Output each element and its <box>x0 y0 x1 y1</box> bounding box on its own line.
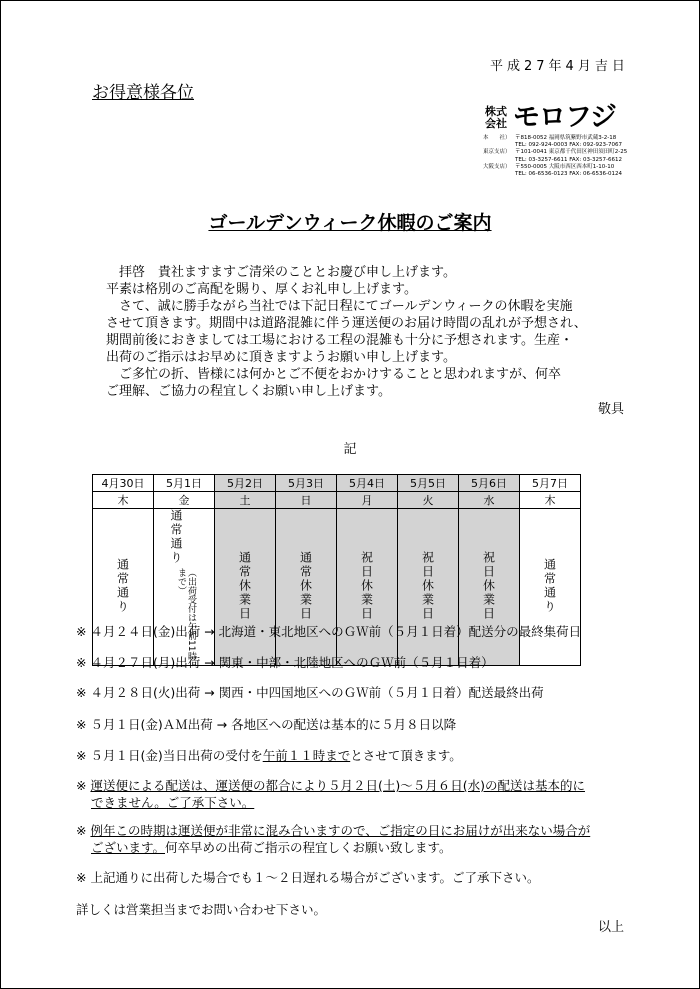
address-tokyo <box>483 149 645 156</box>
notice-title: ゴールデンウィーク休暇のご案内 <box>208 212 492 234</box>
notice-title-wrap <box>0 208 700 235</box>
note-item: ※ ４月２４日(金)出荷 → 北海道・東北地区へのＧＷ前（５月１日着）配送分の最終集荷日 <box>76 624 582 639</box>
note-underlined: 午前１１時まで <box>262 748 351 763</box>
note-underlined: ございます。 <box>91 840 166 855</box>
note-underlined: 例年この時期は運送便が非常に混み合いますので、ご指定の日にお届けが出来ない場合が <box>90 823 591 838</box>
weekday-cell: 日 <box>276 492 337 509</box>
body-line: 出荷のご指示はお早めに頂きますようお願い申し上げます。 <box>106 350 456 365</box>
date-cell: 5月6日 <box>459 475 520 492</box>
company-addresses <box>483 135 645 178</box>
note-item: ※ ５月１日(金)ＡＭ出荷 → 各地区への配送は基本的に５月８日以降 <box>76 717 457 732</box>
company-type-line1: 株式 <box>485 105 507 118</box>
weekday-cell: 火 <box>398 492 459 509</box>
issue-date: 平成27年4月吉日 <box>490 59 629 74</box>
status-cell <box>459 509 520 666</box>
contact-line: 詳しくは営業担当までお問い合わせ下さい。 <box>76 902 327 917</box>
status-cell <box>276 509 337 666</box>
note-item: ※ 上記通りに出荷した場合でも１～２日遅れる場合がございます。ご了承下さい。 <box>76 870 540 885</box>
address-label: 東京支店） <box>483 149 511 156</box>
status-note: （出荷受付は午前11時まで） <box>176 568 196 661</box>
status-cell <box>215 509 276 666</box>
note-item: ※ ４月２８日(火)出荷 → 関西・中四国地区へのＧＷ前（５月１日着）配送最終出荷 <box>76 685 544 700</box>
closing-ijyo: 以上 <box>597 920 624 935</box>
status-cell <box>337 509 398 666</box>
body-line: 平素は格別のご高配を賜り、厚くお礼申し上げます。 <box>106 282 417 297</box>
weekday-cell: 金 <box>154 492 215 509</box>
status-text: 通常通り <box>169 509 183 565</box>
address-tokyo-tel <box>483 157 645 164</box>
address-tel: TEL: 092-924-0003 FAX: 092-923-7067 <box>515 142 622 149</box>
note-mark: ※ <box>76 778 91 793</box>
note-item: ※ ４月２７日(月)出荷 → 関東・中部・北陸地区へのＧＷ前（５月１日着） <box>76 655 494 670</box>
status-cell <box>398 509 459 666</box>
body-line: 期間前後におきましては工場における工程の混雑も十分に予想されます。生産・ <box>106 333 573 348</box>
body-line: 拝啓 貴社ますますご清栄のこととお慶び申し上げます。 <box>106 265 456 280</box>
note-item <box>76 777 585 811</box>
address-osaka <box>483 164 645 171</box>
note-text: 何卒早めの出荷ご指示の程宜しくお願い致します。 <box>165 840 452 855</box>
address-label: 本 社） <box>483 135 511 141</box>
note-text: とさせて頂きます。 <box>350 748 462 763</box>
status-text: 通常通り <box>542 557 557 614</box>
date-cell: 4月30日 <box>93 475 154 492</box>
body-line: ご多忙の折、皆様には何かとご不便をおかけすることと思われますが、何卒 <box>106 367 562 382</box>
status-text: 通常休業日 <box>298 550 313 621</box>
note-underlined: できません。ご了承下さい。 <box>91 795 255 810</box>
note-item <box>76 822 590 856</box>
ki-heading: 記 <box>343 442 357 457</box>
status-cell <box>520 509 581 666</box>
letter-body <box>106 264 587 400</box>
address-line: 〒818-0052 福岡県筑紫野市武蔵3-2-18 <box>515 135 617 141</box>
status-cell <box>93 509 154 666</box>
address-line: 〒101-0041 東京都千代田区神田須田町2-25 <box>515 149 628 156</box>
date-cell: 5月3日 <box>276 475 337 492</box>
date-cell: 5月1日 <box>154 475 215 492</box>
note-underlined: 運送便による配送は、運送便の都合により５月２日(土)～５月６日(水)の配送は基本的に <box>90 778 585 793</box>
body-line: さて、誠に勝手ながら当社では下記日程にてゴールデンウィークの休暇を実施 <box>106 299 573 314</box>
company-type-line2: 会社 <box>485 117 507 130</box>
status-text: 祝日休業日 <box>420 550 435 621</box>
body-line: させて頂きます。期間中は道路混雑に伴う運送便のお届け時間の乱れが予想され、 <box>106 316 587 331</box>
company-logo <box>483 104 645 132</box>
weekday-cell: 水 <box>459 492 520 509</box>
note-text: ※ ５月１日(金)当日出荷の受付を <box>76 748 263 763</box>
status-text: 祝日休業日 <box>481 550 496 621</box>
company-name: モロフジ <box>513 102 616 133</box>
address-tel: TEL: 03-3257-6611 FAX: 03-3257-6612 <box>515 156 622 163</box>
status-text: 祝日休業日 <box>359 550 374 621</box>
address-label: 大阪支店） <box>483 163 511 170</box>
company-block <box>483 104 645 178</box>
closing-keigu: 敬具 <box>597 402 624 417</box>
company-type <box>483 106 509 130</box>
address-head-office <box>483 135 645 142</box>
weekday-cell: 木 <box>93 492 154 509</box>
date-cell: 5月2日 <box>215 475 276 492</box>
date-cell: 5月7日 <box>520 475 581 492</box>
recipient: お得意様各位 <box>92 83 194 103</box>
weekday-cell: 月 <box>337 492 398 509</box>
address-osaka-tel <box>483 171 645 178</box>
address-line: 〒550-0005 大阪市西区西本町1-10-10 <box>515 163 615 170</box>
weekday-cell: 木 <box>520 492 581 509</box>
address-tel: TEL: 06-6536-0123 FAX: 06-6536-0124 <box>515 171 622 178</box>
status-cell <box>154 509 215 666</box>
note-mark: ※ <box>76 823 91 838</box>
weekday-cell: 土 <box>215 492 276 509</box>
status-text: 通常休業日 <box>237 550 252 621</box>
body-line: ご理解、ご協力の程宜しくお願い申し上げます。 <box>106 384 391 399</box>
date-cell: 5月5日 <box>398 475 459 492</box>
status-text: 通常通り <box>115 557 130 614</box>
note-item <box>76 747 462 764</box>
date-cell: 5月4日 <box>337 475 398 492</box>
